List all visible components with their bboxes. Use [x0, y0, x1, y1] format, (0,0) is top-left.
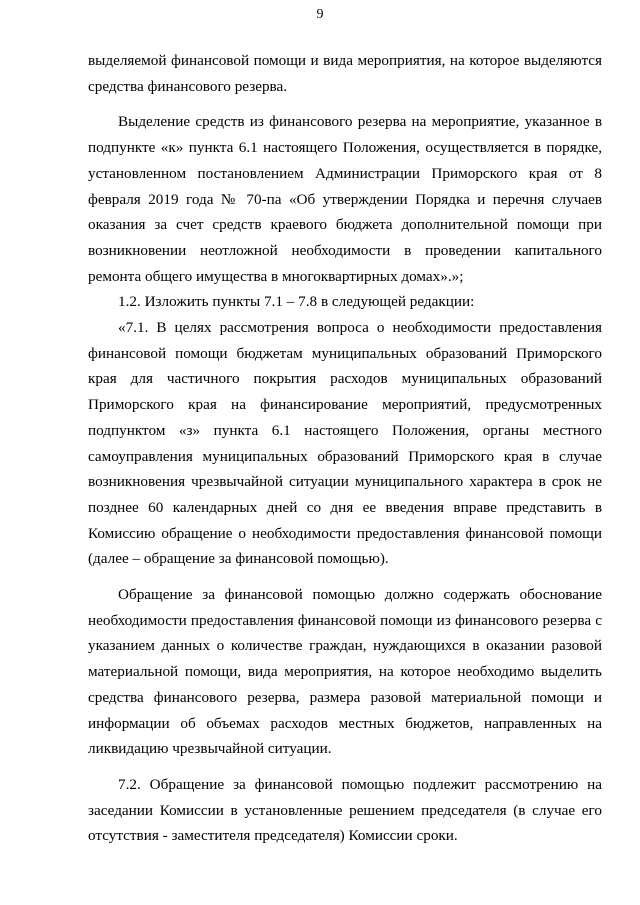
- paragraph-amendment-instruction: 1.2. Изложить пункты 7.1 – 7.8 в следующей редакции:: [118, 293, 475, 311]
- paragraph-clause-7-1: «7.1. В целях рассмотрения вопроса о необходимости предоставления финансовой помощи бюджетам муниципальных образований Приморского края для частичного покрытия расходов муниципальных образований Приморского края на финансирование мероприятий, предусмотренных подпунктом «з» пункта 6.1 настоящего Положения, органы местного самоуправления муниципальных образований Приморского края в случае возникновения чрезвычайной ситуации муниципального характера в срок не позднее 60 календарных дней со дня ее введения вправе представить в Комиссию обращение о необходимости предоставления финансовой помощи (далее – обращение за финансовой помощью).: [88, 319, 602, 568]
- paragraph-clause-7-2: 7.2. Обращение за финансовой помощью подлежит рассмотрению на заседании Комиссии в установленные решением председателя (в случае его отсутствия - заместителя председателя) Комиссии сроки.: [88, 775, 602, 845]
- paragraph-financial-reserve-allocation: Выделение средств из финансового резерва на мероприятие, указанное в подпункте «к» пункта 6.1 настоящего Положения, осуществляется в порядке, установленном постановлением Администрации Приморского края от 8 февраля 2019 года № 70-па «Об утверждении Порядка и перечня случаев оказания за счет средств краевого бюджета дополнительной помощи при возникновении неотложной необходимости в проведении капитального ремонта общего имущества в многоквартирных домах».»;: [88, 113, 602, 285]
- paragraph-continuation: выделяемой финансовой помощи и вида мероприятия, на которое выделяются средства финансового резерва.: [88, 52, 602, 95]
- document-body: [88, 48, 602, 849]
- page-number: 9: [316, 7, 324, 22]
- paragraph-request-contents: Обращение за финансовой помощью должно содержать обоснование необходимости предоставления финансовой помощи из финансового резерва с указанием данных о количестве граждан, нуждающихся в оказании разовой материальной помощи, вида мероприятия, на которое необходимо выделить средства финансового резерва, размера разовой материальной помощи и информации об объемах расходов местных бюджетов, направленных на ликвидацию чрезвычайной ситуации.: [88, 586, 602, 758]
